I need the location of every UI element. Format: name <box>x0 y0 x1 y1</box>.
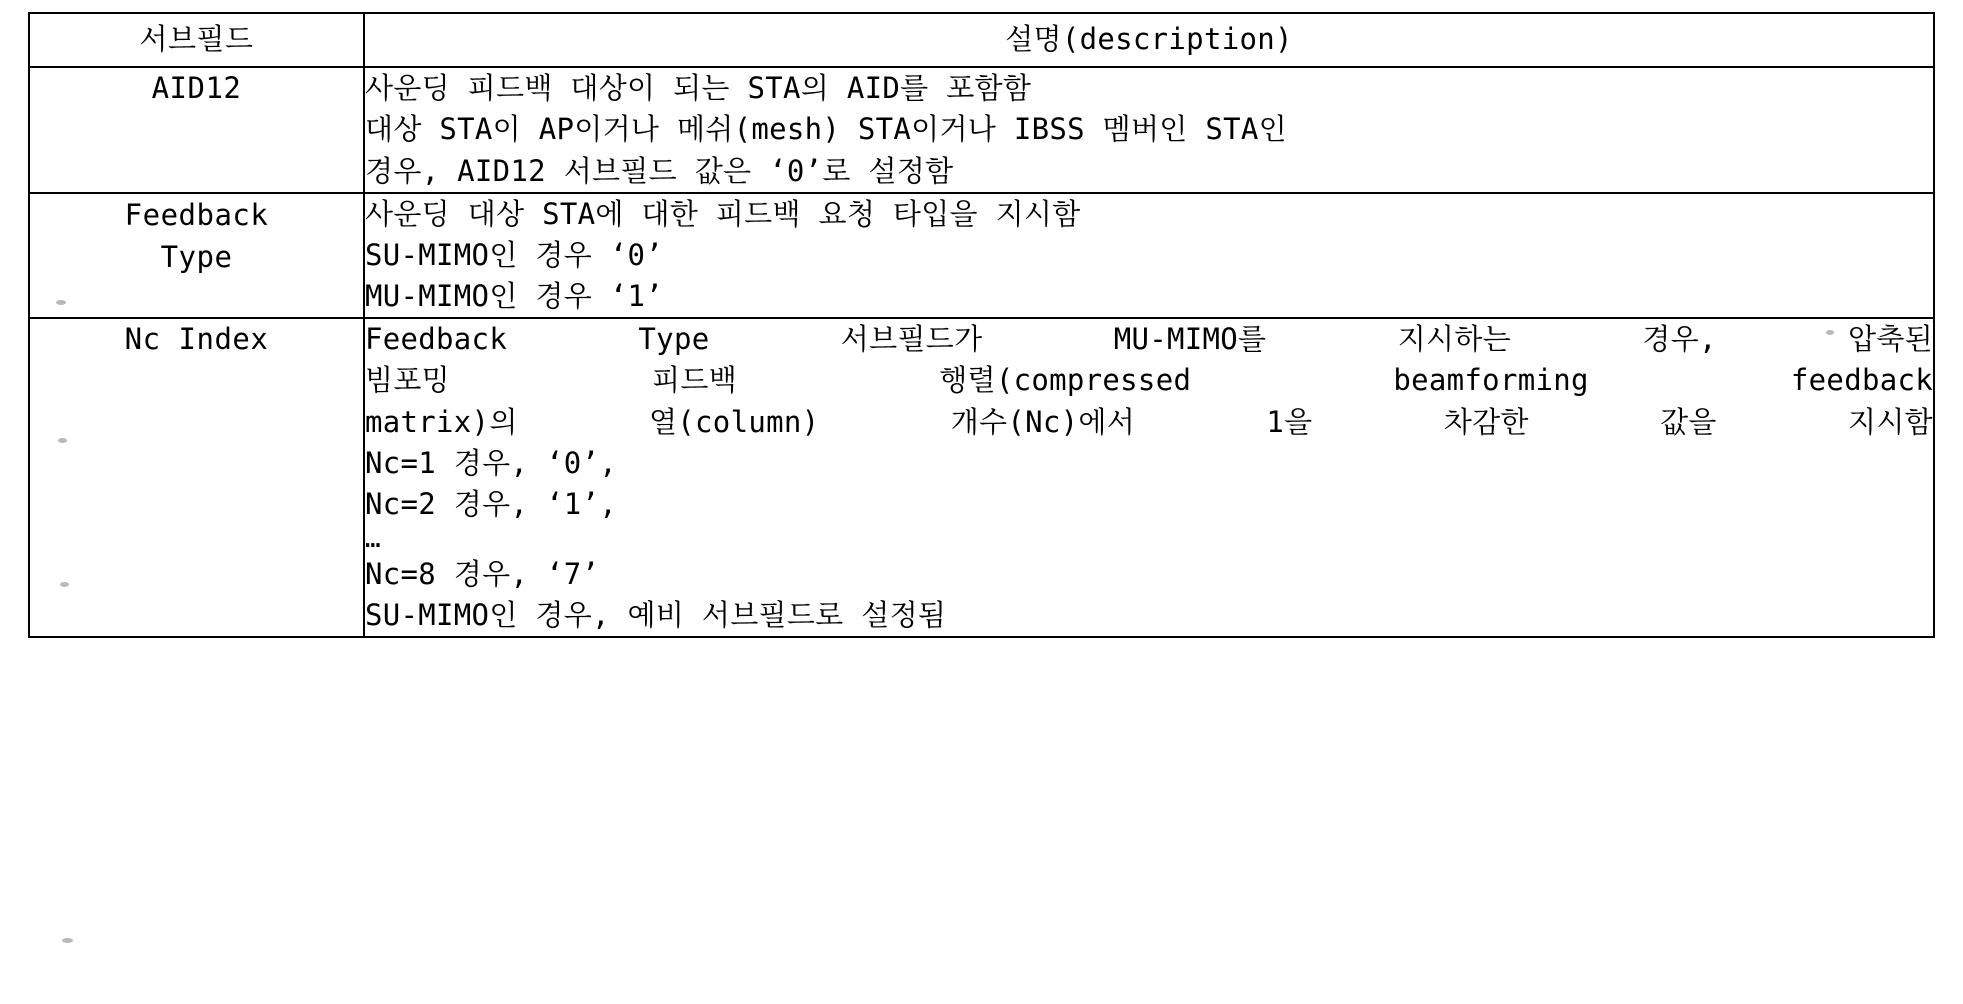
table-row <box>29 193 1934 319</box>
description-line: Nc=8 경우, ‘7’ <box>365 556 600 591</box>
row-description-aid12 <box>364 67 1934 193</box>
row-description-feedback-type <box>364 193 1934 319</box>
description-line: matrix)의 열(column) 개수(Nc)에서 1을 차감한 값을 지시함 <box>365 404 1933 439</box>
description-line: Nc=2 경우, ‘1’, <box>365 486 617 521</box>
table-row <box>29 318 1934 637</box>
table-header-row <box>29 13 1934 67</box>
subfield-description-table <box>28 12 1935 638</box>
description-line: 빔포밍 피드백 행렬(compressed beamforming feedback <box>365 363 1933 398</box>
description-line: Feedback Type 서브필드가 MU-MIMO를 지시하는 경우, 압축된 <box>365 322 1933 357</box>
table-row <box>29 67 1934 193</box>
subfield-line: Type <box>160 239 233 274</box>
description-line: Nc=1 경우, ‘0’, <box>365 445 617 480</box>
row-subfield-feedback-type <box>29 193 364 319</box>
row-description-nc-index <box>364 318 1934 637</box>
description-line: 경우, AID12 서브필드 값은 ‘0’로 설정함 <box>365 153 954 188</box>
subfield-line: Feedback <box>124 197 269 232</box>
header-cell-description: 설명(description) <box>364 13 1934 67</box>
description-line: SU-MIMO인 경우 ‘0’ <box>365 237 664 272</box>
description-line: 대상 STA이 AP이거나 메쉬(mesh) STA이거나 IBSS 멤버인 STA인 <box>365 112 1287 147</box>
description-line: SU-MIMO인 경우, 예비 서브필드로 설정됨 <box>365 597 947 632</box>
description-line: MU-MIMO인 경우 ‘1’ <box>365 279 664 314</box>
description-line: 사운딩 대상 STA에 대한 피드백 요청 타입을 지시함 <box>365 196 1081 231</box>
row-subfield-aid12: AID12 <box>29 67 364 193</box>
description-line-ellipsis: … <box>365 524 383 555</box>
header-cell-subfield: 서브필드 <box>29 13 364 67</box>
description-line: 사운딩 피드백 대상이 되는 STA의 AID를 포함함 <box>365 71 1032 106</box>
row-subfield-nc-index: Nc Index <box>29 318 364 637</box>
scan-speck <box>62 938 73 943</box>
